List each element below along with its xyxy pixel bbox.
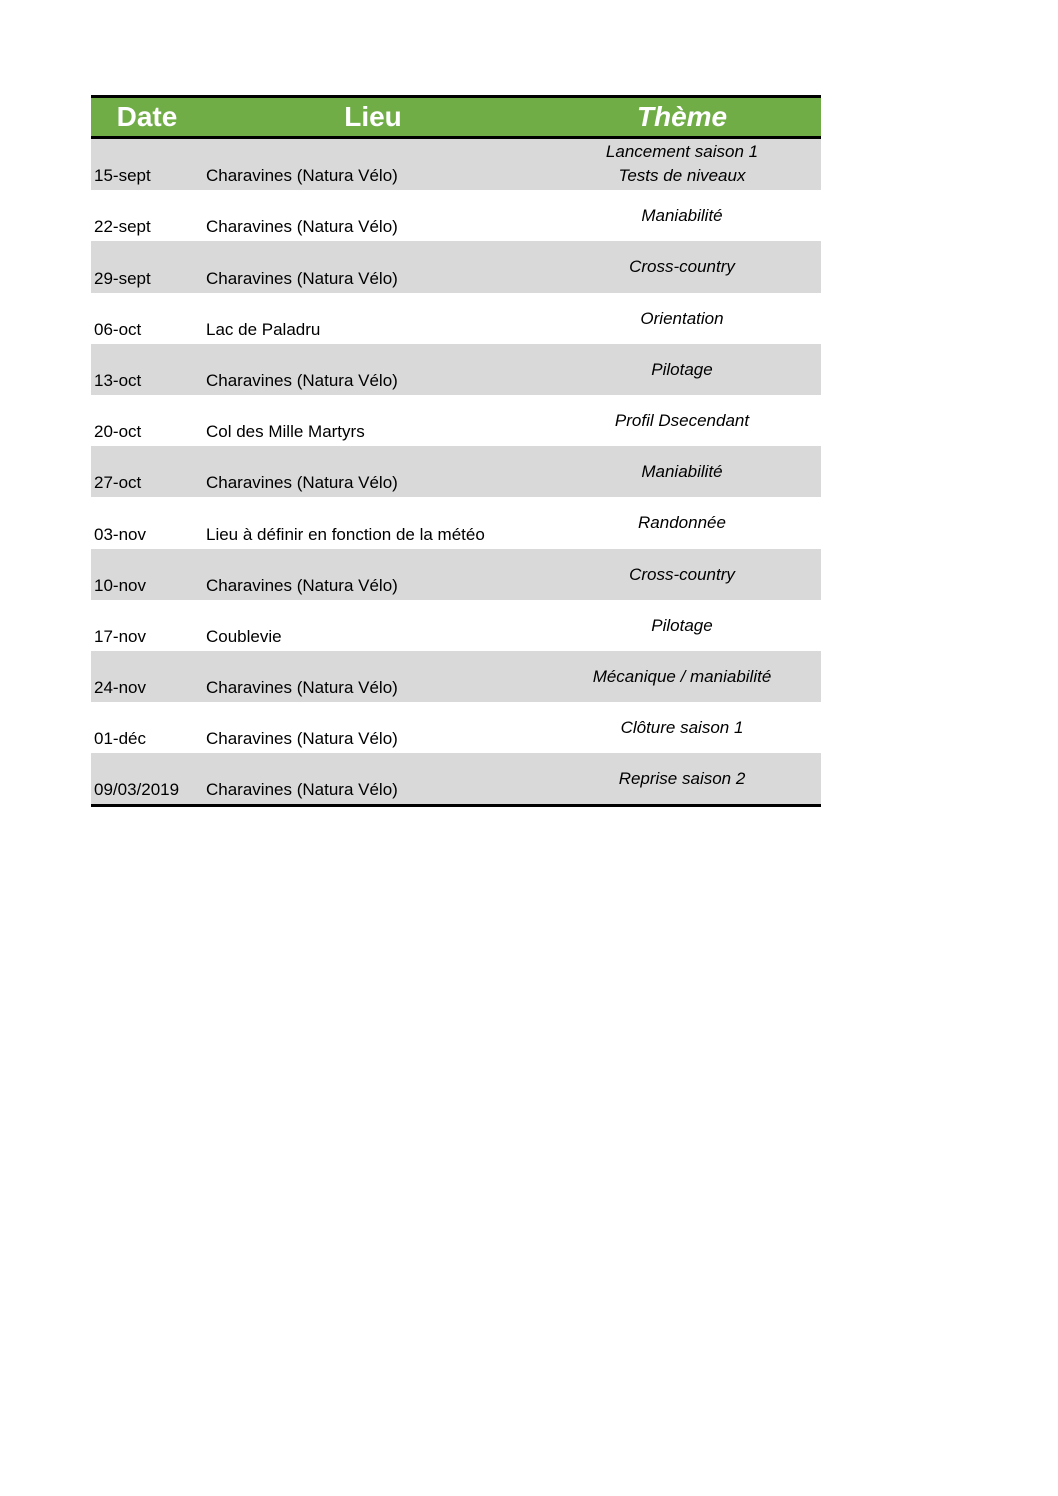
table-row — [91, 241, 821, 292]
cell-theme — [543, 549, 821, 600]
theme-line: Cross-country — [629, 257, 735, 277]
cell-theme — [543, 293, 821, 344]
cell-lieu: Col des Mille Martyrs — [206, 422, 365, 442]
cell-date: 13-oct — [94, 370, 142, 390]
cell-theme — [543, 395, 821, 446]
cell-date: 01-déc — [94, 729, 146, 749]
header-date: Date — [116, 101, 178, 132]
cell-date: 10-nov — [94, 575, 146, 595]
cell-date: 24-nov — [94, 678, 146, 698]
theme-line: Lancement saison 1 — [605, 142, 759, 161]
table-row — [91, 395, 821, 446]
theme-line: Tests de niveaux — [618, 166, 746, 185]
cell-date: 03-nov — [94, 524, 146, 544]
table-row — [91, 549, 821, 600]
table-row — [91, 139, 821, 190]
cell-lieu: Charavines (Natura Vélo) — [206, 217, 398, 237]
table-body — [91, 139, 821, 804]
theme-line: Reprise saison 2 — [618, 769, 746, 789]
schedule-table — [91, 95, 821, 807]
header-lieu: Lieu — [344, 101, 402, 132]
cell-theme — [543, 446, 821, 497]
table-row — [91, 702, 821, 753]
cell-lieu: Lac de Paladru — [206, 319, 321, 339]
theme-line: Pilotage — [651, 615, 713, 635]
cell-lieu: Charavines (Natura Vélo) — [206, 780, 398, 800]
cell-date: 29-sept — [94, 268, 151, 288]
theme-line: Maniabilité — [641, 206, 723, 226]
table-row — [91, 190, 821, 241]
cell-lieu: Charavines (Natura Vélo) — [206, 729, 398, 749]
header-theme: Thème — [636, 101, 728, 132]
theme-line: Mécanique / maniabilité — [592, 666, 772, 686]
cell-lieu: Charavines (Natura Vélo) — [206, 268, 398, 288]
cell-lieu: Charavines (Natura Vélo) — [206, 678, 398, 698]
cell-date: 22-sept — [94, 217, 151, 237]
cell-lieu: Charavines (Natura Vélo) — [206, 370, 398, 390]
cell-theme — [543, 702, 821, 753]
cell-lieu: Charavines (Natura Vélo) — [206, 166, 398, 186]
cell-theme — [543, 139, 821, 190]
cell-date: 15-sept — [94, 166, 151, 186]
table-row — [91, 651, 821, 702]
theme-line: Profil Dsecendant — [614, 410, 750, 430]
cell-date: 06-oct — [94, 319, 142, 339]
theme-line: Pilotage — [651, 359, 713, 379]
cell-date: 27-oct — [94, 473, 142, 493]
cell-theme — [543, 190, 821, 241]
table-header — [91, 98, 821, 139]
theme-line: Randonnée — [638, 513, 726, 533]
theme-line: Cross-country — [629, 564, 735, 584]
table-row — [91, 753, 821, 804]
cell-theme — [543, 344, 821, 395]
theme-line: Clôture saison 1 — [620, 718, 744, 738]
cell-lieu: Coublevie — [206, 626, 282, 646]
cell-date: 20-oct — [94, 422, 142, 442]
table-row — [91, 497, 821, 548]
cell-date: 09/03/2019 — [94, 780, 180, 800]
cell-theme — [543, 753, 821, 804]
table-row — [91, 293, 821, 344]
cell-lieu: Lieu à définir en fonction de la météo — [206, 524, 485, 544]
cell-date: 17-nov — [94, 626, 146, 646]
cell-theme — [543, 600, 821, 651]
cell-lieu: Charavines (Natura Vélo) — [206, 575, 398, 595]
table-row — [91, 600, 821, 651]
table-row — [91, 344, 821, 395]
cell-theme — [543, 651, 821, 702]
table-row — [91, 446, 821, 497]
cell-theme — [543, 497, 821, 548]
cell-lieu: Charavines (Natura Vélo) — [206, 473, 398, 493]
cell-theme — [543, 241, 821, 292]
theme-line: Maniabilité — [641, 462, 723, 482]
theme-line: Orientation — [640, 308, 724, 328]
